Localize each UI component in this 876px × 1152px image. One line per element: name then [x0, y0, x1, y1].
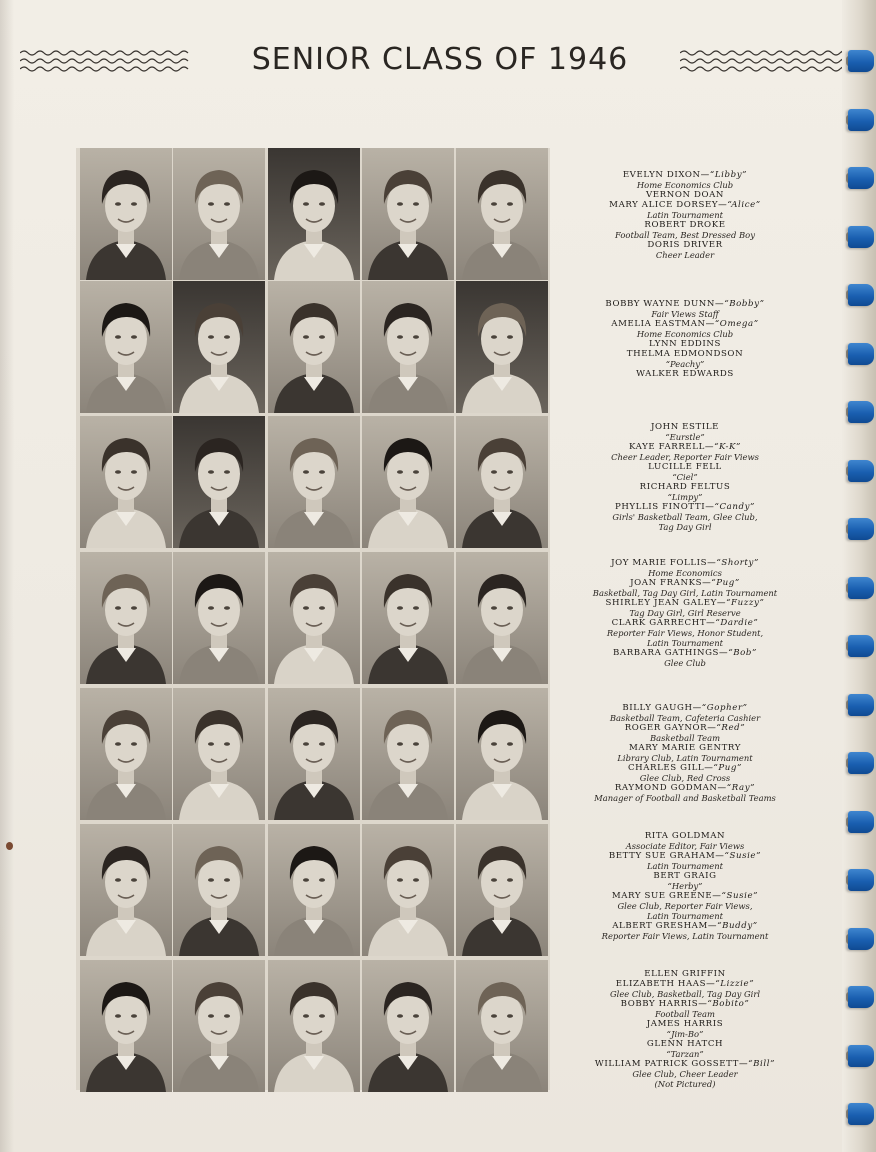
spiral-ring — [848, 518, 874, 540]
student-portrait — [80, 688, 172, 820]
left-wave-ornament — [20, 48, 195, 74]
student-entry — [560, 299, 810, 319]
spiral-ring — [848, 460, 874, 482]
student-entry — [560, 703, 810, 723]
student-name-line — [560, 999, 810, 1009]
student-name-line — [560, 1019, 810, 1029]
student-portrait — [268, 416, 360, 548]
student-entry — [560, 558, 810, 578]
student-entry — [560, 598, 810, 618]
student-entry — [560, 462, 810, 482]
student-entry — [560, 743, 810, 763]
student-activities: Football Team, Best Dressed Boy — [615, 230, 755, 240]
spiral-ring — [848, 226, 874, 248]
student-nickname: —“K-K” — [704, 442, 741, 452]
student-name-line — [560, 648, 810, 658]
student-entry — [560, 1019, 810, 1039]
student-nickname: —“Gopher” — [692, 703, 748, 713]
student-name-line — [560, 979, 810, 989]
student-name-line — [560, 831, 810, 841]
student-entry — [560, 422, 810, 442]
student-entry — [560, 170, 810, 190]
student-nickname: —“Buddy” — [707, 921, 758, 931]
student-activities: Glee Club — [664, 658, 706, 668]
student-entry — [560, 831, 810, 851]
spiral-ring — [848, 1045, 874, 1067]
student-activities: Girls' Basketball Team, Glee Club, — [612, 512, 758, 522]
student-name: EVELYN DIXON — [622, 170, 701, 180]
student-activities: Basketball Team, Cafeteria Cashier — [609, 713, 761, 723]
student-name: RICHARD FELTUS — [639, 482, 731, 492]
student-activities: Cheer Leader — [655, 250, 715, 260]
student-entry — [560, 240, 810, 260]
student-name: JOHN ESTILE — [650, 422, 720, 432]
student-name-line — [560, 783, 810, 793]
student-name: ALBERT GRESHAM — [612, 921, 708, 931]
student-name-line — [560, 502, 810, 512]
student-nickname: —“Susie” — [715, 851, 762, 861]
spiral-ring — [848, 986, 874, 1008]
student-name: CHARLES GILL — [627, 763, 705, 773]
student-activities: Fair Views Staff — [651, 309, 719, 319]
student-name: JOY MARIE FOLLIS — [611, 558, 708, 568]
student-name: DORIS DRIVER — [647, 240, 723, 250]
caption-group — [560, 831, 810, 941]
spiral-ring — [848, 694, 874, 716]
student-portrait — [173, 416, 265, 548]
student-name: WILLIAM PATRICK GOSSETT — [594, 1059, 739, 1069]
student-name-line — [560, 482, 810, 492]
student-portrait — [362, 416, 454, 548]
student-name-line — [560, 558, 810, 568]
spiral-ring — [848, 635, 874, 657]
student-name: BARBARA GATHINGS — [613, 648, 720, 658]
student-name: RITA GOLDMAN — [644, 831, 726, 841]
student-nickname: —“Fuzzy” — [716, 598, 765, 608]
student-activities: Reporter Fair Views, Honor Student, — [606, 628, 764, 638]
student-name: GLENN HATCH — [646, 1039, 724, 1049]
spiral-ring — [848, 284, 874, 306]
student-portrait — [80, 281, 172, 413]
student-name-line — [560, 299, 810, 309]
student-portrait — [80, 148, 172, 280]
student-activities: “Eurstle” — [665, 432, 705, 442]
student-name: LYNN EDDINS — [648, 339, 722, 349]
student-activities: Reporter Fair Views, Latin Tournament — [601, 931, 769, 941]
student-name: ELLEN GRIFFIN — [644, 969, 726, 979]
student-portrait — [173, 281, 265, 413]
student-name: VERNON DOAN — [645, 190, 725, 200]
paper-stain — [6, 842, 13, 850]
student-activities: Associate Editor, Fair Views — [625, 841, 745, 851]
student-portrait — [268, 148, 360, 280]
student-entry — [560, 1039, 810, 1059]
student-portrait — [268, 281, 360, 413]
student-name: THELMA EDMONDSON — [626, 349, 744, 359]
student-nickname: —“Red” — [707, 723, 746, 733]
student-name: BETTY SUE GRAHAM — [608, 851, 716, 861]
student-entry — [560, 969, 810, 979]
student-nickname: —“Alice” — [718, 200, 761, 210]
student-nickname: —“Bobito” — [698, 999, 750, 1009]
caption-group — [560, 170, 810, 260]
student-nickname: —“Bob” — [719, 648, 757, 658]
student-name-line — [560, 851, 810, 861]
student-entry — [560, 851, 810, 871]
spiral-ring — [848, 167, 874, 189]
student-name-line — [560, 190, 810, 200]
student-portrait — [456, 281, 548, 413]
student-name-line — [560, 891, 810, 901]
student-portrait — [362, 552, 454, 684]
student-entry — [560, 190, 810, 200]
student-portrait — [80, 416, 172, 548]
student-name-line — [560, 921, 810, 931]
student-entry — [560, 763, 810, 783]
student-nickname: —“Susie” — [712, 891, 759, 901]
student-portrait — [173, 148, 265, 280]
student-portrait — [362, 824, 454, 956]
student-activities: Football Team — [654, 1009, 715, 1019]
student-entry — [560, 783, 810, 803]
student-activities: Basketball, Tag Day Girl, Latin Tournament — [592, 588, 778, 598]
student-name: JOAN FRANKS — [630, 578, 703, 588]
student-name-line — [560, 319, 810, 329]
student-name-line — [560, 578, 810, 588]
student-portrait — [362, 148, 454, 280]
student-entry — [560, 339, 810, 349]
student-activities: Home Economics Club — [636, 180, 734, 190]
student-portrait — [268, 688, 360, 820]
student-name-line — [560, 462, 810, 472]
student-name-line — [560, 422, 810, 432]
spiral-ring — [848, 1103, 874, 1125]
student-name-line — [560, 723, 810, 733]
student-name: SHIRLEY JEAN GALEY — [605, 598, 717, 608]
student-portrait — [80, 824, 172, 956]
student-name: PHYLLIS FINOTTI — [614, 502, 706, 512]
student-name-line — [560, 763, 810, 773]
student-activities: Tag Day Girl, Girl Reserve — [629, 608, 741, 618]
student-activities: Latin Tournament — [646, 861, 724, 871]
student-portrait — [456, 416, 548, 548]
student-name-line — [560, 1059, 810, 1069]
student-name: ROBERT DROKE — [644, 220, 726, 230]
student-nickname: —“Ray” — [717, 783, 756, 793]
student-activities: Basketball Team — [649, 733, 721, 743]
student-name: KAYE FARRELL — [629, 442, 705, 452]
student-name: BILLY GAUGH — [622, 703, 693, 713]
spiral-ring — [848, 109, 874, 131]
student-activities: Library Club, Latin Tournament — [617, 753, 753, 763]
student-entry — [560, 200, 810, 220]
student-activities: “Limpy” — [667, 492, 703, 502]
student-portrait — [173, 552, 265, 684]
student-activities: “Herby” — [667, 881, 703, 891]
student-name-line — [560, 743, 810, 753]
student-entry — [560, 442, 810, 462]
student-activities: Latin Tournament — [646, 210, 724, 220]
student-portrait — [456, 552, 548, 684]
student-name: MARY MARIE GENTRY — [629, 743, 741, 753]
student-entry — [560, 921, 810, 941]
student-activities: Manager of Football and Basketball Teams — [594, 793, 776, 803]
student-name: BOBBY WAYNE DUNN — [605, 299, 716, 309]
student-name-line — [560, 969, 810, 979]
student-name: LUCILLE FELL — [648, 462, 722, 472]
spiral-ring — [848, 928, 874, 950]
student-entry — [560, 891, 810, 921]
spiral-ring — [848, 869, 874, 891]
student-portrait — [362, 688, 454, 820]
student-name-line — [560, 618, 810, 628]
student-portrait — [456, 960, 548, 1092]
student-activities: Glee Club, Red Cross — [639, 773, 731, 783]
student-entry — [560, 502, 810, 532]
student-activities: Tag Day Girl — [658, 522, 712, 532]
student-entry — [560, 871, 810, 891]
student-entry — [560, 369, 810, 379]
spiral-binding — [842, 0, 876, 1152]
spiral-ring — [848, 752, 874, 774]
student-activities: “Tarzan” — [666, 1049, 704, 1059]
student-activities: Home Economics Club — [636, 329, 734, 339]
spiral-ring — [848, 577, 874, 599]
student-name-line — [560, 703, 810, 713]
student-portrait — [268, 552, 360, 684]
student-name: MARY ALICE DORSEY — [609, 200, 719, 210]
student-name: ROGER GAYNOR — [624, 723, 708, 733]
student-entry — [560, 979, 810, 999]
student-activities: Glee Club, Cheer Leader — [632, 1069, 738, 1079]
student-name: RAYMOND GODMAN — [614, 783, 718, 793]
student-activities: Cheer Leader, Reporter Fair Views — [611, 452, 759, 462]
student-activities: Glee Club, Reporter Fair Views, — [617, 901, 753, 911]
student-activities: Latin Tournament — [646, 911, 724, 921]
student-nickname: —“Bill” — [738, 1059, 776, 1069]
student-entry — [560, 648, 810, 668]
page-edge-shadow — [0, 0, 14, 1152]
student-name: CLARK GARRECHT — [611, 618, 707, 628]
student-name: AMELIA EASTMAN — [611, 319, 706, 329]
caption-group — [560, 558, 810, 668]
student-portrait — [80, 960, 172, 1092]
student-entry — [560, 618, 810, 648]
student-portrait — [173, 688, 265, 820]
spiral-ring — [848, 50, 874, 72]
student-nickname: —“Shorty” — [707, 558, 759, 568]
student-activities: (Not Pictured) — [654, 1079, 716, 1089]
student-portrait — [268, 960, 360, 1092]
student-name: BOBBY HARRIS — [620, 999, 699, 1009]
student-name-line — [560, 349, 810, 359]
student-portrait — [456, 824, 548, 956]
student-name-line — [560, 200, 810, 210]
student-portrait — [456, 148, 548, 280]
student-nickname: —“Dardie” — [706, 618, 759, 628]
right-wave-ornament — [680, 48, 850, 74]
student-activities: “Jim-Bo” — [666, 1029, 704, 1039]
caption-group — [560, 299, 810, 379]
spiral-ring — [848, 811, 874, 833]
student-entry — [560, 220, 810, 240]
student-entry — [560, 319, 810, 339]
student-activities: Glee Club, Basketball, Tag Day Girl — [609, 989, 761, 999]
student-portrait — [173, 960, 265, 1092]
student-name-line — [560, 369, 810, 379]
student-name-line — [560, 1039, 810, 1049]
student-nickname: —“Pug” — [704, 763, 743, 773]
student-nickname: —“Lizzie” — [706, 979, 755, 989]
student-name: BERT GRAIG — [653, 871, 717, 881]
student-name-line — [560, 598, 810, 608]
student-portrait — [362, 960, 454, 1092]
caption-group — [560, 703, 810, 803]
student-entry — [560, 349, 810, 369]
student-activities: Latin Tournament — [646, 638, 724, 648]
student-name-line — [560, 240, 810, 250]
student-entry — [560, 1059, 810, 1089]
caption-group — [560, 969, 810, 1089]
student-entry — [560, 999, 810, 1019]
student-activities: Home Economics — [648, 568, 722, 578]
student-nickname: —“Libby” — [700, 170, 748, 180]
student-nickname: —“Candy” — [705, 502, 756, 512]
photo-grid — [76, 148, 550, 1090]
student-name: WALKER EDWARDS — [636, 369, 734, 379]
student-name-line — [560, 442, 810, 452]
student-portrait — [173, 824, 265, 956]
student-name-line — [560, 871, 810, 881]
student-name: JAMES HARRIS — [646, 1019, 724, 1029]
student-name: ELIZABETH HAAS — [615, 979, 707, 989]
spiral-ring — [848, 343, 874, 365]
student-portrait — [80, 552, 172, 684]
student-nickname: —“Pug” — [702, 578, 740, 588]
student-portrait — [268, 824, 360, 956]
spiral-ring — [848, 401, 874, 423]
caption-group — [560, 422, 810, 532]
student-activities: “Peachy” — [665, 359, 705, 369]
student-entry — [560, 578, 810, 598]
student-activities: “Ciel” — [672, 472, 698, 482]
student-name-line — [560, 220, 810, 230]
page-title: SENIOR CLASS OF 1946 — [251, 42, 629, 77]
student-name-line — [560, 339, 810, 349]
student-portrait — [362, 281, 454, 413]
student-nickname: —“Bobby” — [715, 299, 765, 309]
student-nickname: —“Omega” — [705, 319, 759, 329]
student-name: MARY SUE GREENE — [611, 891, 713, 901]
student-entry — [560, 482, 810, 502]
student-portrait — [456, 688, 548, 820]
student-entry — [560, 723, 810, 743]
student-name-line — [560, 170, 810, 180]
